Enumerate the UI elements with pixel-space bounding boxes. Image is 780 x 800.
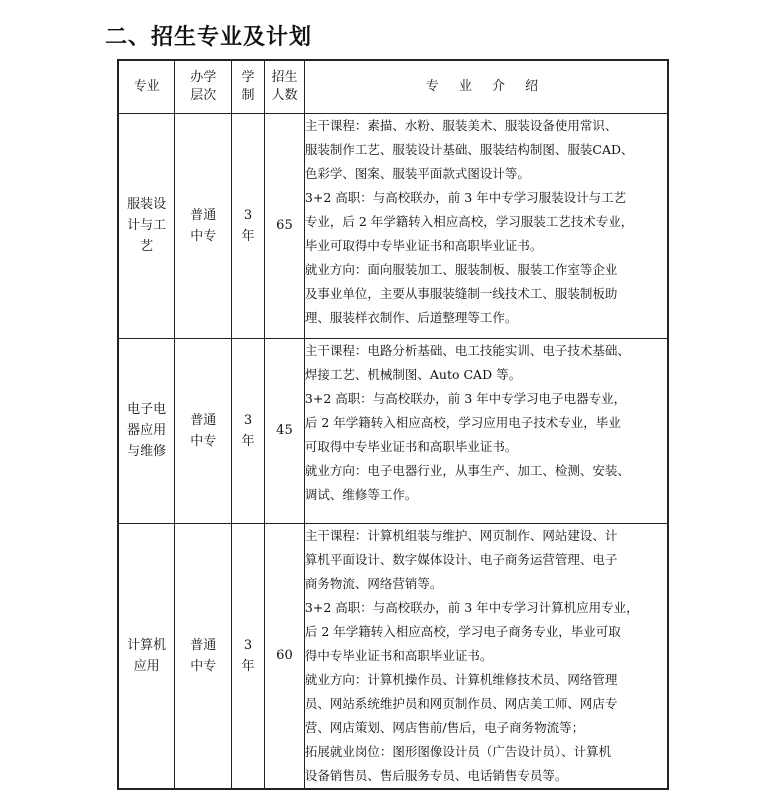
- enrollment-count: 45: [265, 338, 305, 523]
- intro-courses: 主干课程：素描、水粉、服装美术、服装设备使用常识、 服装制作工艺、服装设计基础、服装结构制图、服装CAD、 色彩学、图案、服装平面款式图设计等。: [304, 117, 634, 181]
- intro-pathway: 3+2 高职：与高校联办，前 3 年中专学习服装设计与工艺 专业，后 2 年学籍转入相应高校，学习服装工艺技术专业， 毕业可取得中专毕业证书和高职毕业证书。: [304, 189, 634, 253]
- section-title: 二、招生专业及计划: [105, 25, 313, 50]
- enrollment-count: 65: [265, 113, 305, 338]
- study-duration: 3 年: [232, 338, 265, 523]
- intro-courses: 主干课程：电路分析基础、电工技能实训、电子技术基础、 焊接工艺、机械制图、Auto CAD 等。: [304, 342, 630, 382]
- table-row: [118, 523, 668, 789]
- school-level: 普通 中专: [175, 338, 232, 523]
- major-name: 服装设 计与工 艺: [118, 113, 175, 338]
- enrollment-plan-table: [117, 59, 669, 790]
- intro-extended-career: 拓展就业岗位：图形图像设计员（广告设计员）、计算机 设备销售员、售后服务专员、电话销售专员等。: [304, 743, 612, 783]
- intro-courses: 主干课程：计算机组装与维护、网页制作、网站建设、计 算机平面设计、数字媒体设计、电子商务运营管理、电子 商务物流、网络营销等。: [304, 527, 618, 591]
- header-intro: 专 业 介 绍: [304, 60, 668, 113]
- intro-career: 就业方向：计算机操作员、计算机维修技术员、网络管理 员、网站系统维护员和网页制作员、网店美工师、网店专 营、网店策划、网店售前/售后，电子商务物流等；: [304, 671, 618, 735]
- header-major: 专业: [118, 60, 175, 113]
- table-row: [118, 113, 668, 338]
- major-name: 计算机 应用: [118, 523, 175, 789]
- major-intro: [304, 113, 668, 338]
- study-duration: 3 年: [232, 523, 265, 789]
- intro-career: 就业方向：电子电器行业，从事生产、加工、检测、安装、 调试、维修等工作。: [304, 462, 630, 502]
- header-duration: 学 制: [232, 60, 265, 113]
- school-level: 普通 中专: [175, 113, 232, 338]
- intro-pathway: 3+2 高职：与高校联办，前 3 年中专学习电子电器专业， 后 2 年学籍转入相应高校，学习应用电子技术专业，毕业 可取得中专毕业证书和高职毕业证书。: [304, 390, 627, 454]
- intro-pathway: 3+2 高职：与高校联办，前 3 年中专学习计算机应用专业， 后 2 年学籍转入相应高校，学习电子商务专业，毕业可取 得中专毕业证书和高职毕业证书。: [304, 599, 639, 663]
- table-row: [118, 338, 668, 523]
- enrollment-count: 60: [265, 523, 305, 789]
- school-level: 普通 中专: [175, 523, 232, 789]
- major-intro: [304, 338, 668, 523]
- table-header-row: [118, 60, 668, 113]
- major-name: 电子电 器应用 与维修: [118, 338, 175, 523]
- major-intro: [304, 523, 668, 789]
- header-enroll: 招生 人数: [265, 60, 305, 113]
- study-duration: 3 年: [232, 113, 265, 338]
- intro-career: 就业方向：面向服装加工、服装制板、服装工作室等企业 及事业单位，主要从事服装缝制一线技术工、服装制板助 理、服装样衣制作、后道整理等工作。: [304, 261, 618, 325]
- header-level: 办学 层次: [175, 60, 232, 113]
